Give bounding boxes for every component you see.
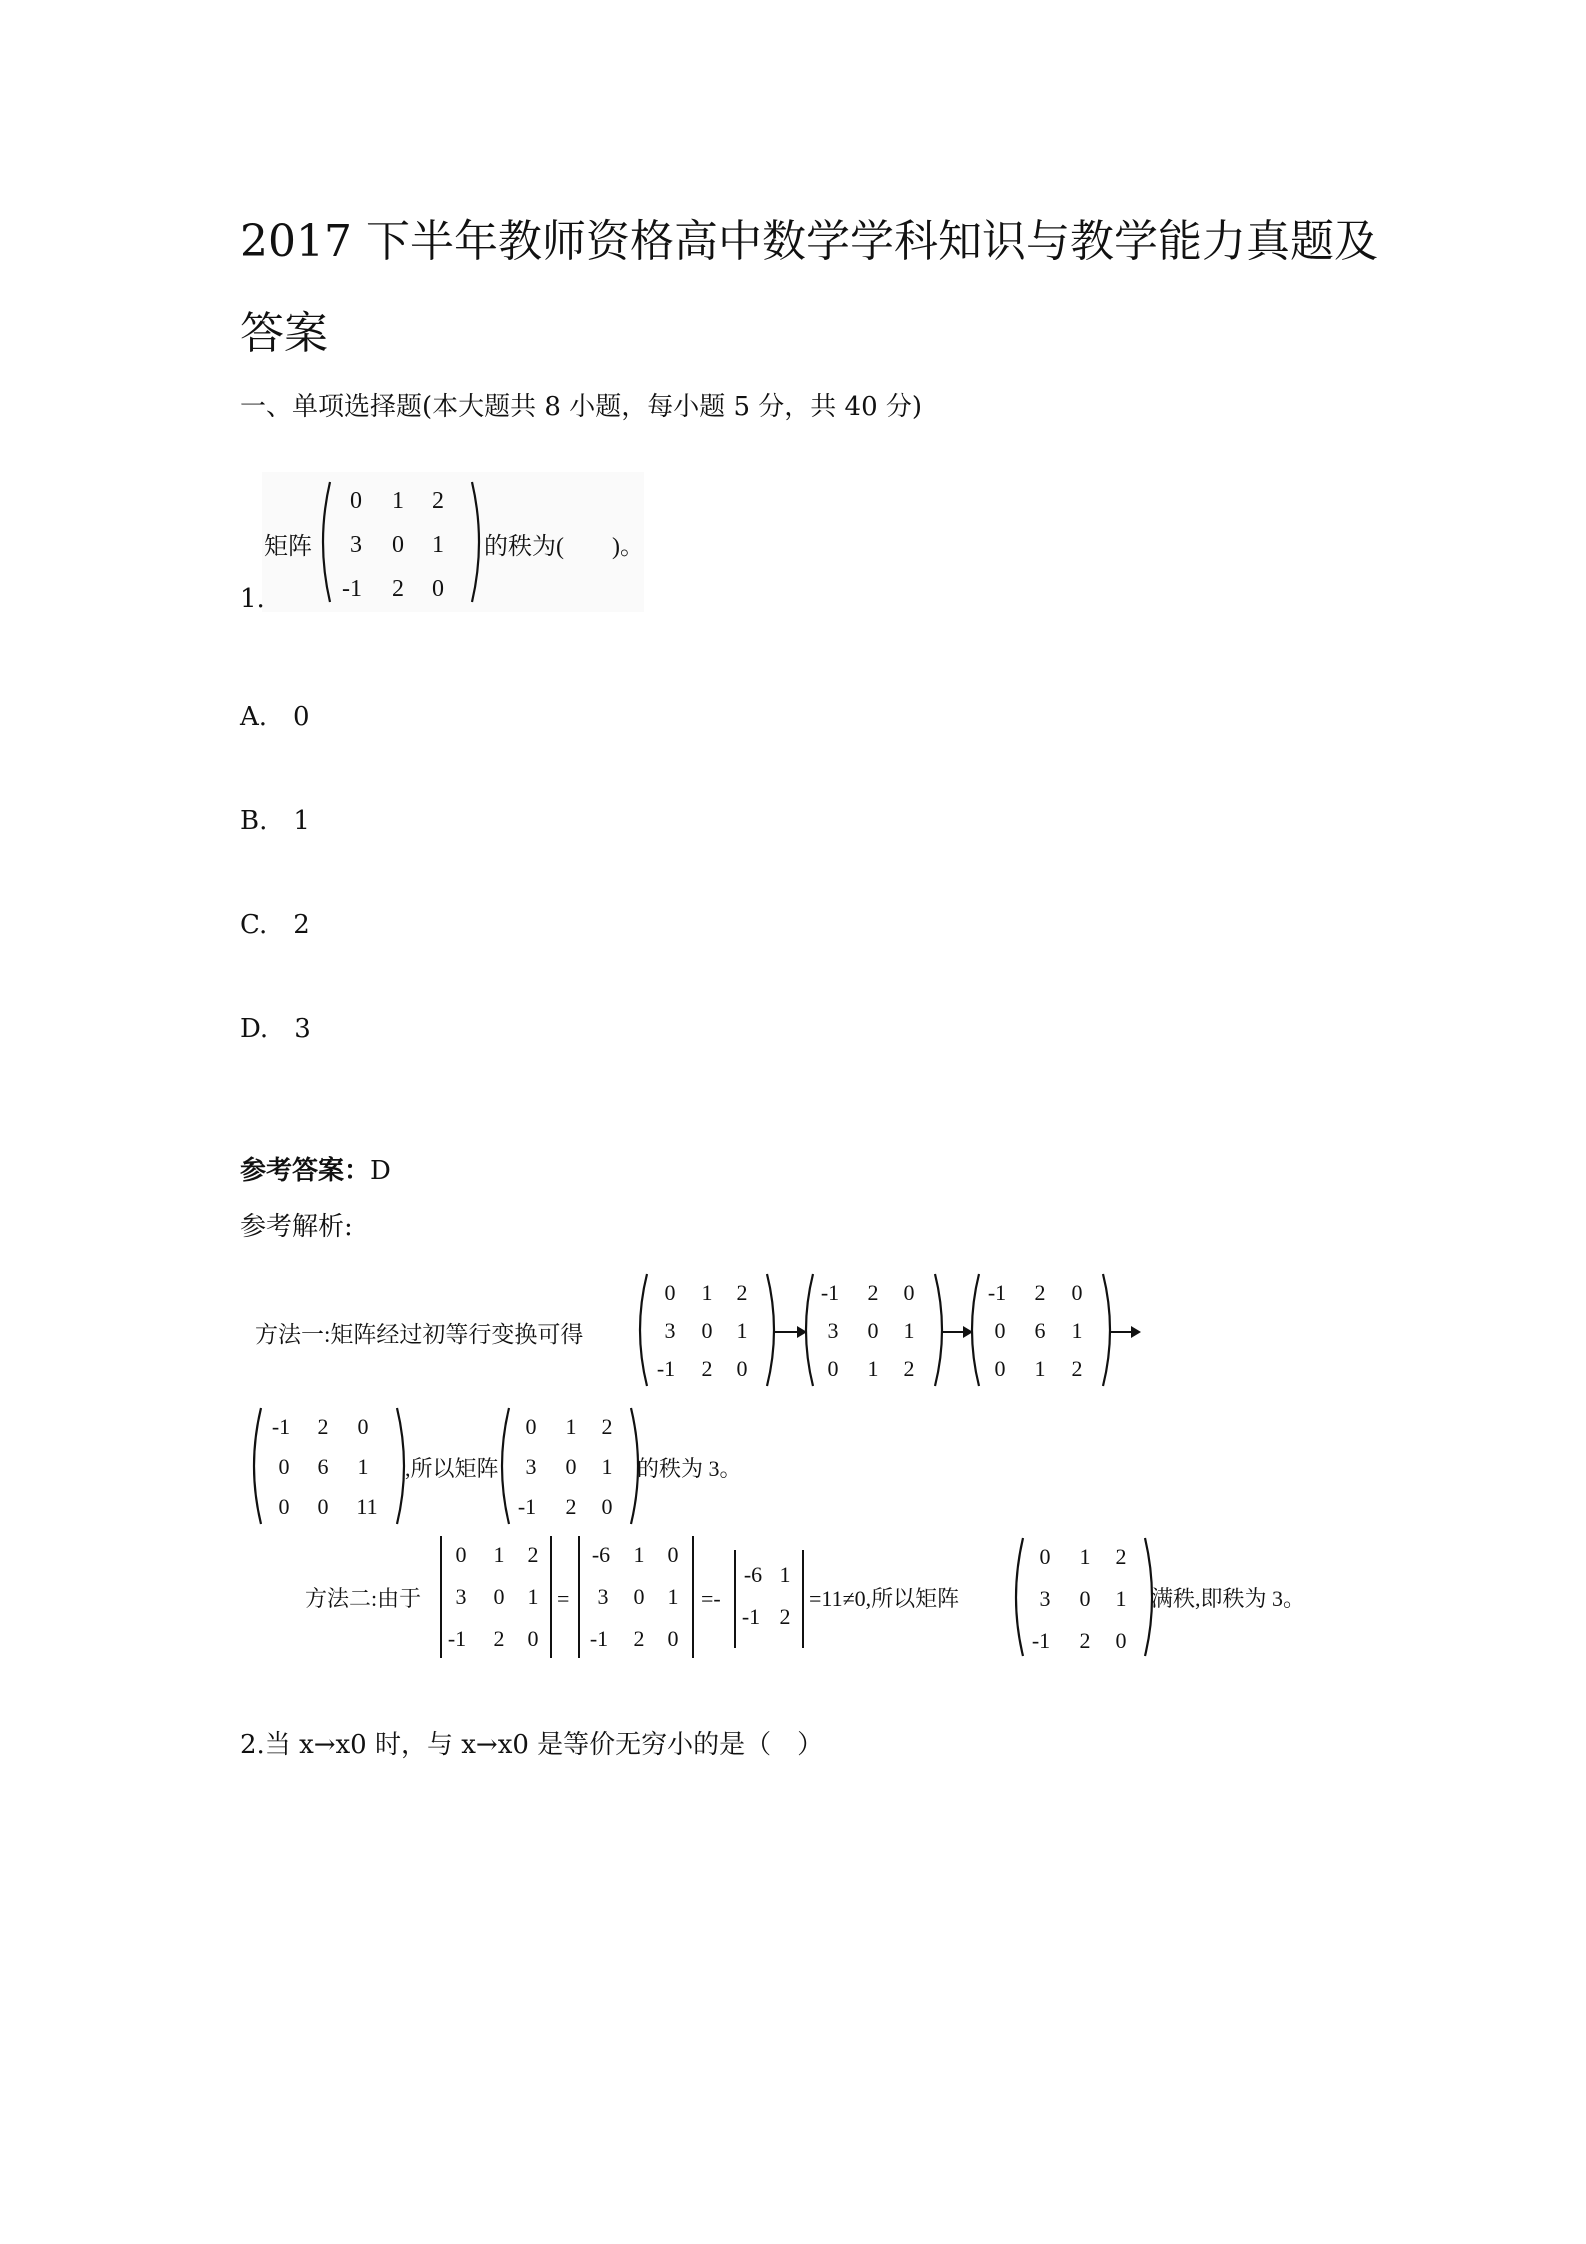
svg-text:0: 0 <box>392 532 404 558</box>
svg-text:1: 1 <box>493 1542 505 1567</box>
svg-text:-6: -6 <box>591 1542 611 1567</box>
svg-text:1: 1 <box>1034 1356 1046 1381</box>
q1-stem-suffix: 的秩为( )。 <box>484 534 644 560</box>
svg-text:2: 2 <box>1079 1628 1091 1653</box>
svg-text:-1: -1 <box>820 1280 840 1305</box>
option-c: C. 2 <box>240 910 310 940</box>
answer-label: 参考答案： <box>240 1156 371 1186</box>
svg-text:-1: -1 <box>589 1626 609 1651</box>
q1-matrix-left-bracket <box>323 482 330 602</box>
question-2-stem: 2.当 x→x0 时，与 x→x0 是等价无穷小的是（ ） <box>240 1730 824 1760</box>
svg-text:0: 0 <box>867 1318 879 1343</box>
svg-text:11: 11 <box>356 1494 378 1519</box>
svg-text:1: 1 <box>903 1318 915 1343</box>
svg-text:0: 0 <box>664 1280 676 1305</box>
svg-text:6: 6 <box>1034 1318 1046 1343</box>
svg-text:3: 3 <box>525 1454 537 1479</box>
svg-text:-1: -1 <box>447 1626 467 1651</box>
svg-text:0: 0 <box>701 1318 713 1343</box>
m1-matrix-4 <box>254 1408 404 1524</box>
m1-matrix-2 <box>806 1274 942 1386</box>
svg-text:0: 0 <box>667 1542 679 1567</box>
arrow-icon <box>941 1326 973 1338</box>
svg-text:0: 0 <box>493 1584 505 1609</box>
svg-text:0: 0 <box>994 1356 1006 1381</box>
svg-text:0: 0 <box>994 1318 1006 1343</box>
m2-matrix <box>1016 1538 1152 1656</box>
svg-text:0: 0 <box>633 1584 645 1609</box>
svg-text:1: 1 <box>1071 1318 1083 1343</box>
svg-text:0: 0 <box>455 1542 467 1567</box>
m1-matrix-1 <box>640 1274 774 1386</box>
svg-text:1: 1 <box>601 1454 613 1479</box>
svg-text:2: 2 <box>392 576 404 602</box>
q1-stem-prefix: 矩阵 <box>264 534 312 560</box>
svg-text:0: 0 <box>565 1454 577 1479</box>
svg-text:-1: -1 <box>741 1604 761 1629</box>
svg-text:3: 3 <box>664 1318 676 1343</box>
analysis-image <box>245 1260 1375 1670</box>
arrow-icon <box>775 1326 807 1338</box>
svg-text:1: 1 <box>1115 1586 1127 1611</box>
m1-matrix-original <box>502 1408 638 1524</box>
svg-text:2: 2 <box>317 1414 329 1439</box>
svg-text:2: 2 <box>1034 1280 1046 1305</box>
svg-text:0: 0 <box>278 1454 290 1479</box>
svg-text:0: 0 <box>1079 1586 1091 1611</box>
svg-text:2: 2 <box>1071 1356 1083 1381</box>
svg-text:-6: -6 <box>743 1562 763 1587</box>
svg-text:1: 1 <box>392 488 404 514</box>
svg-text:2: 2 <box>601 1414 613 1439</box>
svg-text:2: 2 <box>736 1280 748 1305</box>
answer-line <box>240 1150 391 1187</box>
arrow-icon <box>1109 1326 1141 1338</box>
svg-text:2: 2 <box>1115 1544 1127 1569</box>
svg-text:0: 0 <box>525 1414 537 1439</box>
svg-text:0: 0 <box>527 1626 539 1651</box>
m2-suffix: 满秩,即秩为 3。 <box>1151 1586 1306 1611</box>
m1-conclusion-b: 的秩为 3。 <box>637 1456 742 1481</box>
svg-text:0: 0 <box>357 1414 369 1439</box>
m2-equals: = <box>557 1586 570 1611</box>
svg-text:0: 0 <box>827 1356 839 1381</box>
svg-text:3: 3 <box>350 532 362 558</box>
question-1-stem-image <box>262 472 644 612</box>
svg-text:3: 3 <box>597 1584 609 1609</box>
svg-text:0: 0 <box>736 1356 748 1381</box>
svg-text:0: 0 <box>317 1494 329 1519</box>
svg-text:0: 0 <box>903 1280 915 1305</box>
svg-text:1: 1 <box>565 1414 577 1439</box>
svg-text:-1: -1 <box>517 1494 537 1519</box>
svg-text:2: 2 <box>903 1356 915 1381</box>
svg-text:-1: -1 <box>987 1280 1007 1305</box>
option-a: A. 0 <box>240 702 310 732</box>
question-1-number: 1. <box>240 584 265 614</box>
svg-text:0: 0 <box>278 1494 290 1519</box>
method-2-text: 方法二:由于 <box>305 1586 422 1611</box>
svg-text:0: 0 <box>1115 1628 1127 1653</box>
svg-text:2: 2 <box>565 1494 577 1519</box>
svg-text:0: 0 <box>1039 1544 1051 1569</box>
svg-text:0: 0 <box>350 488 362 514</box>
svg-text:1: 1 <box>357 1454 369 1479</box>
analysis-label: 参考解析: <box>240 1212 353 1242</box>
svg-text:-1: -1 <box>271 1414 291 1439</box>
svg-text:2: 2 <box>867 1280 879 1305</box>
m2-det-transformed <box>579 1536 693 1658</box>
svg-text:0: 0 <box>667 1626 679 1651</box>
answer-value: D <box>370 1156 391 1186</box>
m1-matrix-3 <box>972 1274 1110 1386</box>
svg-text:0: 0 <box>1071 1280 1083 1305</box>
svg-text:0: 0 <box>601 1494 613 1519</box>
option-d: D. 3 <box>240 1014 311 1044</box>
svg-text:3: 3 <box>1039 1586 1051 1611</box>
m2-result: =11≠0,所以矩阵 <box>809 1586 960 1611</box>
svg-text:2: 2 <box>701 1356 713 1381</box>
svg-text:-1: -1 <box>656 1356 676 1381</box>
svg-text:1: 1 <box>736 1318 748 1343</box>
svg-text:6: 6 <box>317 1454 329 1479</box>
svg-text:1: 1 <box>867 1356 879 1381</box>
svg-text:2: 2 <box>633 1626 645 1651</box>
svg-text:1: 1 <box>779 1562 791 1587</box>
m2-neg: =- <box>701 1586 721 1611</box>
svg-text:1: 1 <box>701 1280 713 1305</box>
option-b: B. 1 <box>240 806 310 836</box>
svg-text:2: 2 <box>432 488 444 514</box>
svg-text:1: 1 <box>667 1584 679 1609</box>
svg-text:1: 1 <box>432 532 444 558</box>
q1-matrix-right-bracket <box>472 482 479 602</box>
svg-text:-1: -1 <box>342 576 362 602</box>
document-title: 2017 下半年教师资格高中数学学科知识与教学能力真题及答案 <box>240 216 1378 359</box>
svg-text:1: 1 <box>527 1584 539 1609</box>
method-1-text: 方法一:矩阵经过初等行变换可得 <box>255 1322 584 1347</box>
svg-text:-1: -1 <box>1031 1628 1051 1653</box>
svg-text:2: 2 <box>527 1542 539 1567</box>
svg-text:3: 3 <box>827 1318 839 1343</box>
svg-text:0: 0 <box>432 576 444 602</box>
m1-conclusion-a: ,所以矩阵 <box>405 1456 499 1481</box>
svg-text:2: 2 <box>779 1604 791 1629</box>
svg-text:1: 1 <box>1079 1544 1091 1569</box>
svg-text:2: 2 <box>493 1626 505 1651</box>
svg-text:1: 1 <box>633 1542 645 1567</box>
m2-det-original <box>441 1536 551 1658</box>
svg-text:3: 3 <box>455 1584 467 1609</box>
section-heading: 一、单项选择题(本大题共 8 小题，每小题 5 分，共 40 分) <box>240 392 923 422</box>
m2-det-2x2 <box>735 1550 803 1648</box>
